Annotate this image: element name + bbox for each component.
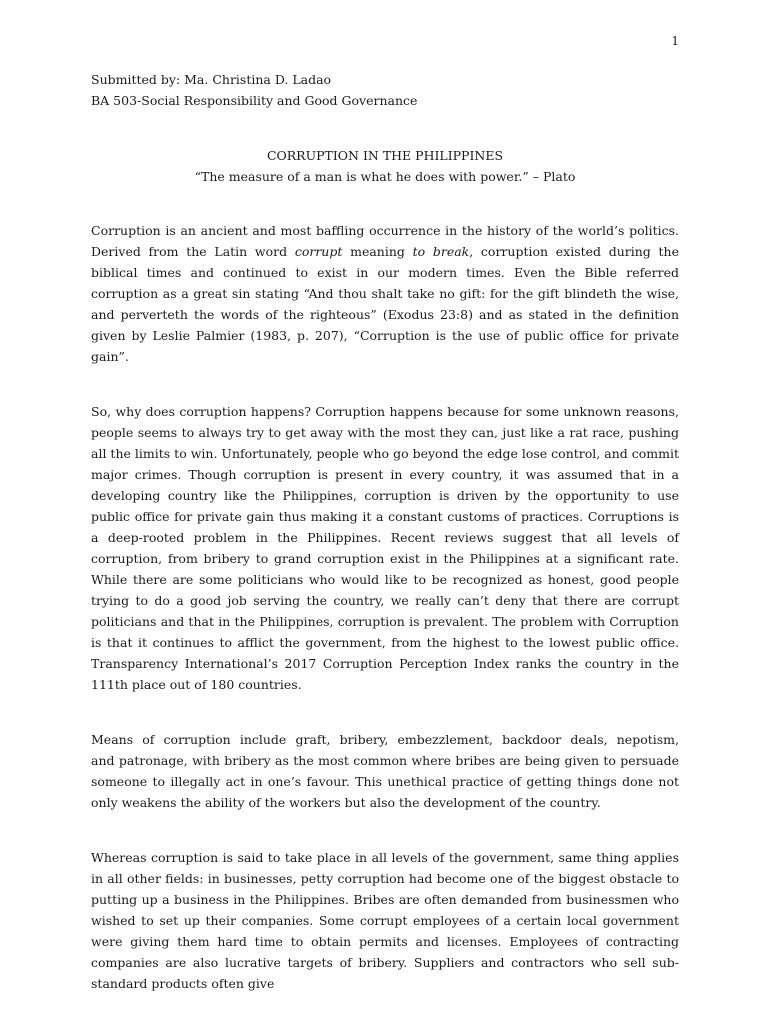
paragraph-3 <box>91 729 679 813</box>
paragraph-1-text-a: Corruption is an ancient and most baffling occurrence in the history of the world’s politics. Derived from the Latin word <box>91 223 679 259</box>
paragraph-1-italic-to-break: to break <box>412 244 470 259</box>
paragraph-1 <box>91 220 679 367</box>
document-title: CORRUPTION IN THE PHILIPPINES <box>266 148 504 163</box>
paragraph-4: Whereas corruption is said to take place in all levels of the government, same thing applies in all other fields: in businesses, petty corruption had become one of the biggest obstacle to putting up a business in the Philippines. Bribes are often demanded from businessmen who wished to set up their companies. Some corrupt employees of a certain local government were giving them hard time to obtain permits and licenses. Employees of contracting companies are also lucrative targets of bribery. Suppliers and contractors who sell sub-standard products often give <box>91 850 679 991</box>
paragraph-3-rest: and patronage, with bribery as the most common where bribes are being given to persuade someone to illegally act in one’s favour. This unethical practice of getting things done not only weakens the ability of the workers but also the development of the country. <box>91 753 679 810</box>
page-number: 1 <box>671 34 679 48</box>
title-block <box>91 145 679 187</box>
paragraph-1-text-c: meaning <box>342 244 413 259</box>
course-line: BA 503-Social Responsibility and Good Governance <box>91 93 418 108</box>
submitted-by-line: Submitted by: Ma. Christina D. Ladao <box>91 72 332 87</box>
paragraph-1-italic-corrupt: corrupt <box>294 244 343 259</box>
paragraph-3-first-line: Means of corruption include graft, bribery, embezzlement, backdoor deals, nepotism, <box>91 732 679 747</box>
paragraph-1-text-e: , corruption existed during the biblical times and continued to exist in our modern times. Even the Bible referred corruption as a great sin stating “And thou shalt take no gift: for the gift blindeth the wise, and perverteth the words of the righteous” (Exodus 23:8) and as stated in the definition given by Leslie Palmier (1983, p. 207), “Corruption is the use of public office for private gain”. <box>91 244 679 364</box>
paragraph-2: So, why does corruption happens? Corruption happens because for some unknown reasons, people seems to always try to get away with the most they can, just like a rat race, pushing all the limits to win. Unfortunately, people who go beyond the edge lose control, and commit major crimes. Though corruption is present in every country, it was assumed that in a developing country like the Philippines, corruption is driven by the opportunity to use public office for private gain thus making it a constant customs of practices. Corruptions is a deep-rooted problem in the Philippines. Recent reviews suggest that all levels of corruption, from bribery to grand corruption exist in the Philippines at a significant rate. While there are some politicians who would like to be recognized as honest, good people trying to do a good job serving the country, we really can’t deny that there are corrupt politicians and that in the Philippines, corruption is prevalent. The problem with Corruption is that it continues to afflict the government, from the highest to the lowest public office. Transparency International’s 2017 Corruption Perception Index ranks the country in the 111th place out of 180 countries. <box>91 404 679 692</box>
epigraph-quote: “The measure of a man is what he does with power.” – Plato <box>194 169 576 184</box>
submission-header <box>91 0 679 111</box>
